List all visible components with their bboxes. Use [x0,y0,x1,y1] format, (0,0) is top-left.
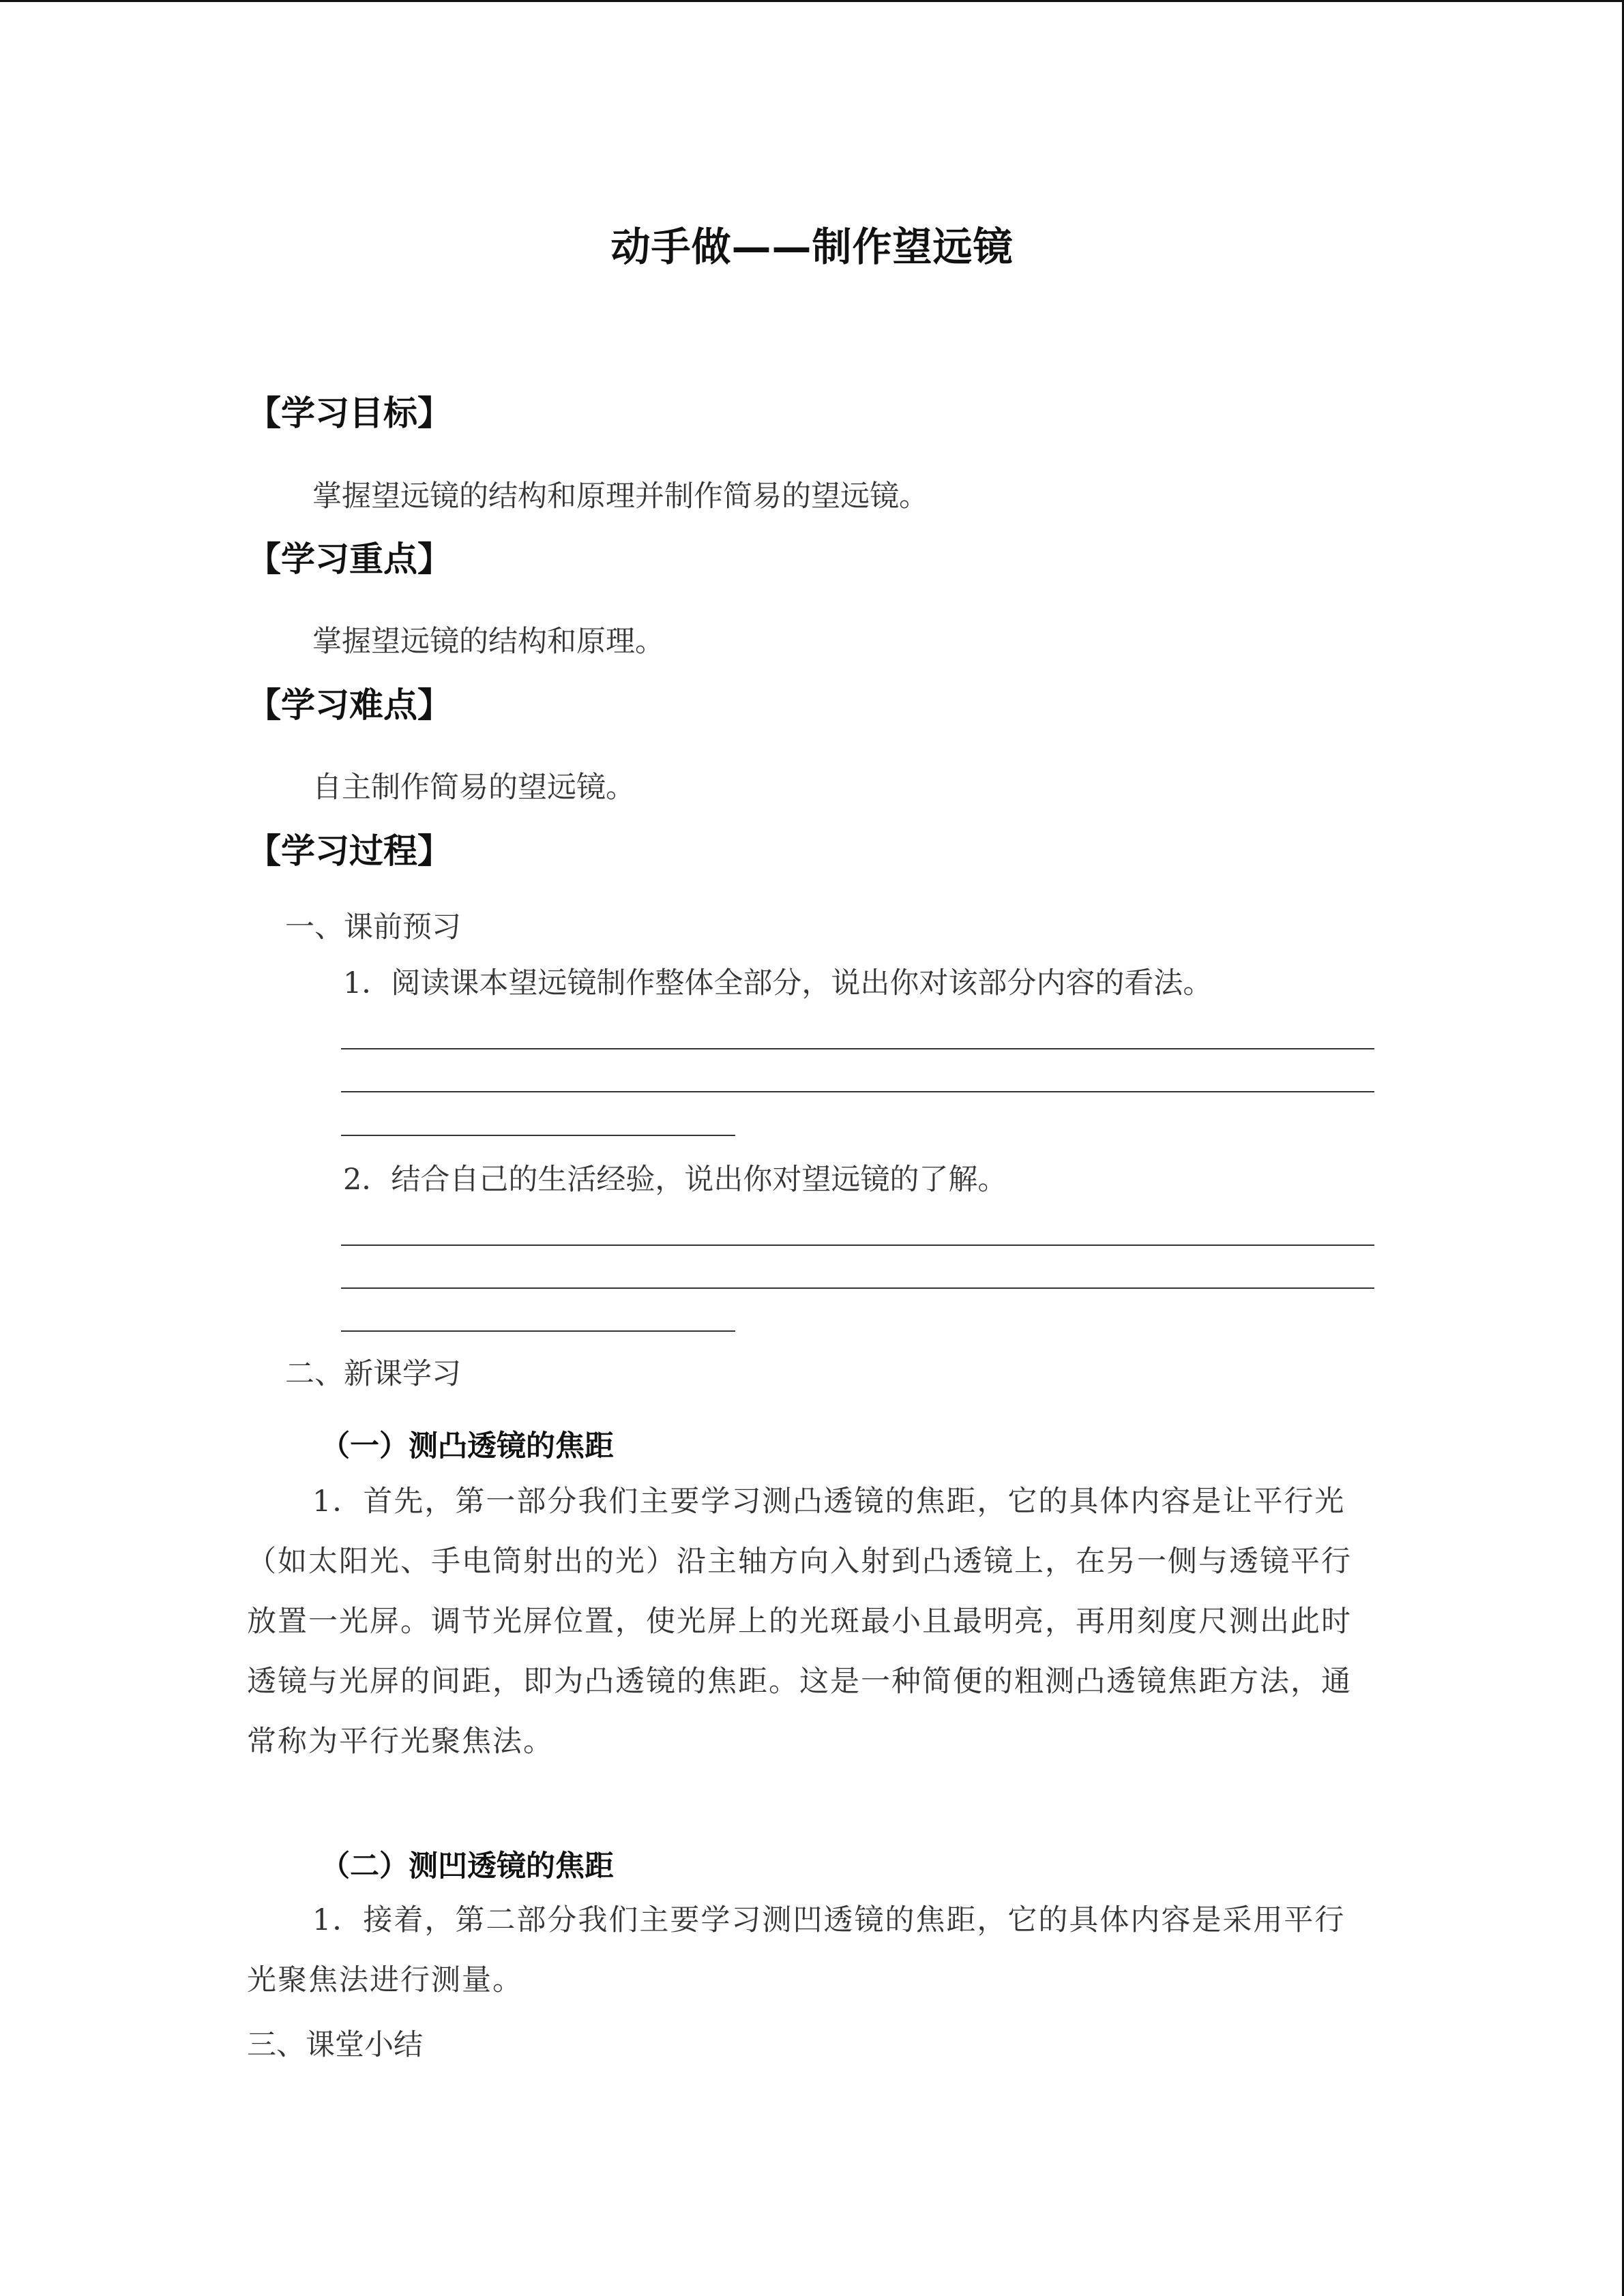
process-heading: 【学习过程】 [247,831,452,871]
answer-line [341,1048,1374,1049]
preview-label: 一、课前预习 [285,910,461,944]
page-border-top [0,0,1624,2]
preview-question-2: 2．结合自己的生活经验，说出你对望远镜的了解。 [343,1163,1007,1197]
answer-line [341,1091,1374,1092]
answer-line [341,1135,735,1136]
document-title: 动手做——制作望远镜 [610,224,1014,270]
objectives-heading: 【学习目标】 [247,393,452,433]
answer-line [341,1244,1374,1246]
part2-paragraph: 1．接着，第二部分我们主要学习测凹透镜的焦距，它的具体内容是采用平行光聚焦法进行测量。 [247,1903,1346,1997]
difficulties-text: 自主制作简易的望远镜。 [312,771,635,805]
answer-line [341,1330,735,1332]
key-points-heading: 【学习重点】 [247,539,452,579]
part1-heading: （一）测凸透镜的焦距 [321,1429,614,1463]
difficulties-heading: 【学习难点】 [247,685,452,725]
answer-line [341,1287,1374,1289]
objectives-text: 掌握望远镜的结构和原理并制作简易的望远镜。 [312,479,928,513]
new-lesson-label: 二、新课学习 [285,1357,461,1391]
preview-question-1: 1．阅读课本望远镜制作整体全部分，说出你对该部分内容的看法。 [343,966,1213,1000]
key-points-text: 掌握望远镜的结构和原理。 [312,625,664,659]
part2-heading: （二）测凹透镜的焦距 [321,1849,614,1883]
part1-paragraph: 1．首先，第一部分我们主要学习测凸透镜的焦距，它的具体内容是让平行光（如太阳光、手电筒射出的光）沿主轴方向入射到凸透镜上，在另一侧与透镜平行放置一光屏。调节光屏位置，使光屏上的光斑最小且最明亮，再用刻度尺测出此时透镜与光屏的间距，即为凸透镜的焦距。这是一种简便的粗测凸透镜焦距方法，通常称为平行光聚焦法。 [247,1485,1352,1759]
summary-label: 三、课堂小结 [247,2028,423,2062]
